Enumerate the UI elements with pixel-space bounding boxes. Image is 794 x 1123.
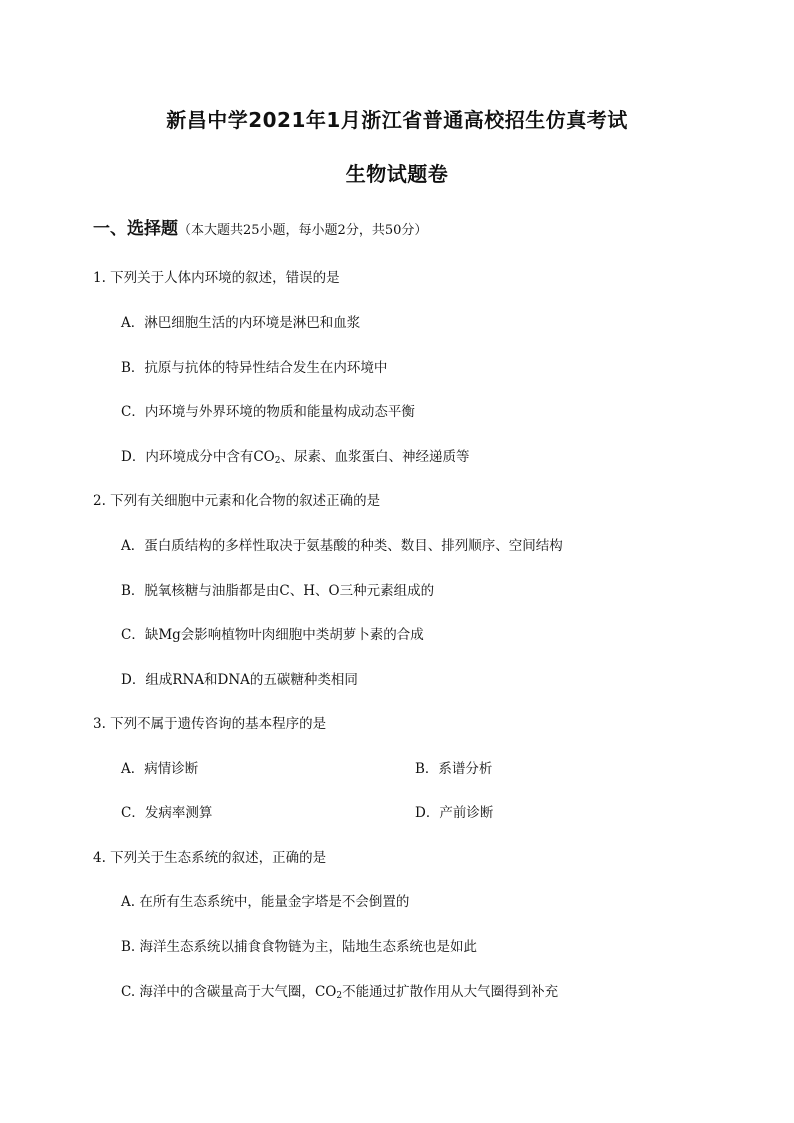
question-1-stem: 1. 下列关于人体内环境的叙述，错误的是	[93, 270, 340, 286]
option-c-tail: 不能通过扩散作用从大气圈得到补充	[342, 984, 559, 1000]
question-2-option-a: A．蛋白质结构的多样性取决于氨基酸的种类、数目、排列顺序、空间结构	[121, 538, 563, 554]
exam-title: 新昌中学2021年1月浙江省普通高校招生仿真考试	[166, 108, 628, 132]
question-1-option-c: C．内环境与外界环境的物质和能量构成动态平衡	[121, 404, 415, 420]
question-4-option-a: A. 在所有生态系统中，能量金字塔是不会倒置的	[121, 894, 410, 910]
question-4-option-b: B. 海洋生态系统以捕食食物链为主，陆地生态系统也是如此	[121, 939, 478, 955]
question-2-option-c: C．缺Mg会影响植物叶肉细胞中类胡萝卜素的合成	[121, 627, 424, 643]
question-3-option-a: A．病情诊断	[121, 761, 199, 777]
option-c-text: C. 海洋中的含碳量高于大气圈，	[121, 984, 315, 1000]
option-d-tail: 、尿素、血浆蛋白、神经递质等	[280, 449, 470, 465]
question-2-option-d: D．组成RNA和DNA的五碳糖种类相同	[121, 672, 358, 688]
question-1-option-b: B．抗原与抗体的特异性结合发生在内环境中	[121, 360, 388, 376]
section-title: 一、选择题	[93, 219, 178, 239]
section-note: （本大题共25小题，每小题2分，共50分）	[178, 223, 428, 238]
question-4-stem: 4. 下列关于生态系统的叙述，正确的是	[93, 850, 327, 866]
question-2-stem: 2. 下列有关细胞中元素和化合物的叙述正确的是	[93, 493, 381, 509]
question-2-option-b: B．脱氧核糖与油脂都是由C、H、O三种元素组成的	[121, 583, 435, 599]
question-3-stem: 3. 下列不属于遗传咨询的基本程序的是	[93, 716, 327, 732]
question-3-option-d: D．产前诊断	[415, 805, 494, 821]
co2-formula: $CO_2$	[314, 984, 343, 1001]
question-3-option-b: B．系谱分析	[415, 761, 493, 777]
question-1-option-a: A．淋巴细胞生活的内环境是淋巴和血浆	[121, 315, 361, 331]
question-4-option-c	[121, 980, 558, 1001]
question-3-option-c: C．发病率测算	[121, 805, 213, 821]
question-1-option-d	[121, 445, 469, 466]
paper-subtitle: 生物试题卷	[345, 162, 449, 186]
co2-formula: $CO_2$	[253, 449, 281, 466]
section-heading	[93, 214, 427, 239]
option-d-text: D．内环境成分中含有	[121, 449, 254, 465]
